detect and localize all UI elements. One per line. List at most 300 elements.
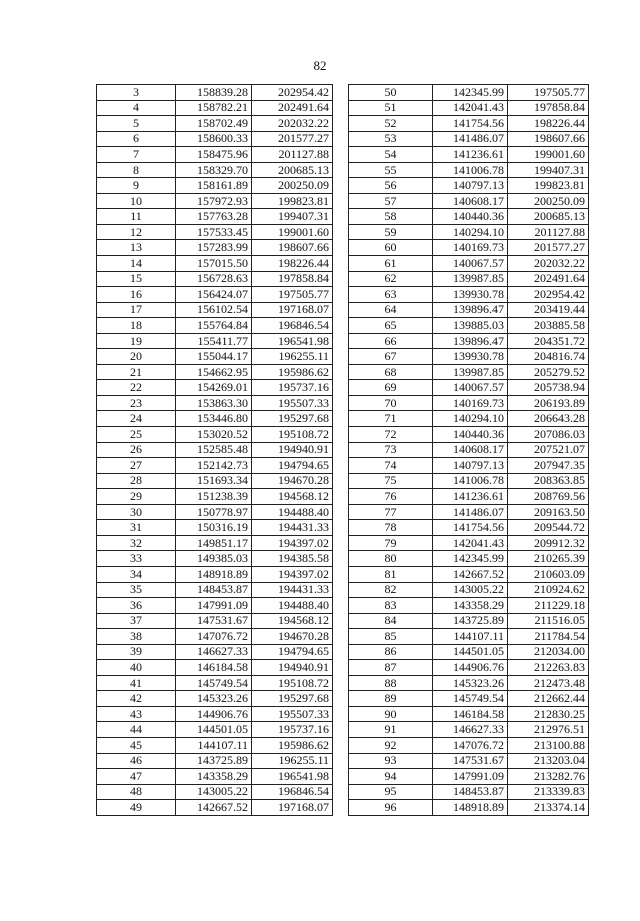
point-number-cell: 23 bbox=[97, 395, 176, 411]
x-coordinate-cell: 156424.07 bbox=[176, 287, 252, 303]
point-number-cell: 48 bbox=[97, 784, 176, 800]
x-coordinate-cell: 140294.10 bbox=[433, 411, 508, 427]
y-coordinate-cell: 212976.51 bbox=[508, 722, 589, 738]
table-row bbox=[349, 271, 589, 287]
table-row bbox=[97, 364, 333, 380]
point-number-cell: 38 bbox=[97, 629, 176, 645]
point-number-cell: 63 bbox=[349, 287, 433, 303]
y-coordinate-cell: 195986.62 bbox=[252, 364, 333, 380]
point-number-cell: 68 bbox=[349, 364, 433, 380]
point-number-cell: 59 bbox=[349, 224, 433, 240]
x-coordinate-cell: 139930.78 bbox=[433, 287, 508, 303]
point-number-cell: 84 bbox=[349, 613, 433, 629]
table-row bbox=[97, 753, 333, 769]
x-coordinate-cell: 158329.70 bbox=[176, 162, 252, 178]
y-coordinate-cell: 212034.00 bbox=[508, 644, 589, 660]
point-number-cell: 53 bbox=[349, 131, 433, 147]
point-number-cell: 35 bbox=[97, 582, 176, 598]
x-coordinate-cell: 141236.61 bbox=[433, 147, 508, 163]
point-number-cell: 93 bbox=[349, 753, 433, 769]
x-coordinate-cell: 149851.17 bbox=[176, 535, 252, 551]
table-row bbox=[349, 224, 589, 240]
y-coordinate-cell: 194940.91 bbox=[252, 442, 333, 458]
y-coordinate-cell: 199001.60 bbox=[252, 224, 333, 240]
x-coordinate-cell: 142345.99 bbox=[433, 551, 508, 567]
y-coordinate-cell: 202032.22 bbox=[252, 116, 333, 132]
x-coordinate-cell: 148453.87 bbox=[176, 582, 252, 598]
table-row bbox=[349, 629, 589, 645]
point-number-cell: 10 bbox=[97, 193, 176, 209]
y-coordinate-cell: 199407.31 bbox=[252, 209, 333, 225]
table-row bbox=[349, 644, 589, 660]
x-coordinate-cell: 145749.54 bbox=[433, 691, 508, 707]
point-number-cell: 27 bbox=[97, 458, 176, 474]
x-coordinate-cell: 139896.47 bbox=[433, 333, 508, 349]
y-coordinate-cell: 194431.33 bbox=[252, 582, 333, 598]
table-row bbox=[97, 598, 333, 614]
y-coordinate-cell: 194568.12 bbox=[252, 613, 333, 629]
point-number-cell: 17 bbox=[97, 302, 176, 318]
x-coordinate-cell: 150778.97 bbox=[176, 504, 252, 520]
y-coordinate-cell: 209163.50 bbox=[508, 504, 589, 520]
table-row bbox=[349, 504, 589, 520]
table-row bbox=[97, 706, 333, 722]
table-row bbox=[97, 271, 333, 287]
x-coordinate-cell: 147531.67 bbox=[176, 613, 252, 629]
y-coordinate-cell: 198226.44 bbox=[252, 256, 333, 272]
x-coordinate-cell: 156102.54 bbox=[176, 302, 252, 318]
point-number-cell: 50 bbox=[349, 85, 433, 101]
x-coordinate-cell: 141754.56 bbox=[433, 520, 508, 536]
y-coordinate-cell: 196255.11 bbox=[252, 349, 333, 365]
point-number-cell: 40 bbox=[97, 660, 176, 676]
y-coordinate-cell: 194488.40 bbox=[252, 598, 333, 614]
table-row bbox=[97, 473, 333, 489]
x-coordinate-cell: 144501.05 bbox=[176, 722, 252, 738]
y-coordinate-cell: 204816.74 bbox=[508, 349, 589, 365]
point-number-cell: 5 bbox=[97, 116, 176, 132]
table-row bbox=[97, 209, 333, 225]
y-coordinate-cell: 197505.77 bbox=[508, 85, 589, 101]
y-coordinate-cell: 212473.48 bbox=[508, 675, 589, 691]
point-number-cell: 91 bbox=[349, 722, 433, 738]
point-number-cell: 92 bbox=[349, 737, 433, 753]
y-coordinate-cell: 199407.31 bbox=[508, 162, 589, 178]
table-row bbox=[97, 613, 333, 629]
y-coordinate-cell: 202032.22 bbox=[508, 256, 589, 272]
table-row bbox=[349, 302, 589, 318]
point-number-cell: 3 bbox=[97, 85, 176, 101]
y-coordinate-cell: 198226.44 bbox=[508, 116, 589, 132]
x-coordinate-cell: 154662.95 bbox=[176, 364, 252, 380]
point-number-cell: 51 bbox=[349, 100, 433, 116]
coordinates-table-left bbox=[96, 84, 333, 816]
table-row bbox=[97, 162, 333, 178]
x-coordinate-cell: 142041.43 bbox=[433, 535, 508, 551]
table-row bbox=[349, 116, 589, 132]
y-coordinate-cell: 213339.83 bbox=[508, 784, 589, 800]
x-coordinate-cell: 140797.13 bbox=[433, 458, 508, 474]
table-row bbox=[97, 629, 333, 645]
x-coordinate-cell: 148918.89 bbox=[433, 800, 508, 816]
point-number-cell: 89 bbox=[349, 691, 433, 707]
x-coordinate-cell: 144501.05 bbox=[433, 644, 508, 660]
y-coordinate-cell: 211784.54 bbox=[508, 629, 589, 645]
y-coordinate-cell: 194385.58 bbox=[252, 551, 333, 567]
point-number-cell: 88 bbox=[349, 675, 433, 691]
x-coordinate-cell: 147076.72 bbox=[433, 737, 508, 753]
y-coordinate-cell: 202491.64 bbox=[508, 271, 589, 287]
x-coordinate-cell: 140797.13 bbox=[433, 178, 508, 194]
y-coordinate-cell: 203419.44 bbox=[508, 302, 589, 318]
point-number-cell: 76 bbox=[349, 489, 433, 505]
table-row bbox=[349, 706, 589, 722]
table-row bbox=[349, 582, 589, 598]
point-number-cell: 32 bbox=[97, 535, 176, 551]
x-coordinate-cell: 141754.56 bbox=[433, 116, 508, 132]
y-coordinate-cell: 210603.09 bbox=[508, 566, 589, 582]
table-row bbox=[349, 85, 589, 101]
y-coordinate-cell: 209544.72 bbox=[508, 520, 589, 536]
y-coordinate-cell: 194670.28 bbox=[252, 473, 333, 489]
y-coordinate-cell: 200685.13 bbox=[508, 209, 589, 225]
y-coordinate-cell: 202954.42 bbox=[252, 85, 333, 101]
x-coordinate-cell: 140169.73 bbox=[433, 395, 508, 411]
x-coordinate-cell: 146627.33 bbox=[433, 722, 508, 738]
y-coordinate-cell: 196846.54 bbox=[252, 318, 333, 334]
table-row bbox=[97, 147, 333, 163]
table-row bbox=[97, 100, 333, 116]
y-coordinate-cell: 201127.88 bbox=[252, 147, 333, 163]
y-coordinate-cell: 205738.94 bbox=[508, 380, 589, 396]
y-coordinate-cell: 198607.66 bbox=[252, 240, 333, 256]
point-number-cell: 65 bbox=[349, 318, 433, 334]
table-row bbox=[349, 209, 589, 225]
y-coordinate-cell: 201577.27 bbox=[508, 240, 589, 256]
y-coordinate-cell: 196846.54 bbox=[252, 784, 333, 800]
table-row bbox=[97, 691, 333, 707]
y-coordinate-cell: 194397.02 bbox=[252, 566, 333, 582]
table-row bbox=[97, 489, 333, 505]
table-row bbox=[349, 395, 589, 411]
point-number-cell: 34 bbox=[97, 566, 176, 582]
point-number-cell: 78 bbox=[349, 520, 433, 536]
table-row bbox=[97, 411, 333, 427]
x-coordinate-cell: 140440.36 bbox=[433, 427, 508, 443]
x-coordinate-cell: 140169.73 bbox=[433, 240, 508, 256]
point-number-cell: 82 bbox=[349, 582, 433, 598]
point-number-cell: 16 bbox=[97, 287, 176, 303]
x-coordinate-cell: 144906.76 bbox=[433, 660, 508, 676]
y-coordinate-cell: 196541.98 bbox=[252, 769, 333, 785]
x-coordinate-cell: 141486.07 bbox=[433, 504, 508, 520]
table-row bbox=[97, 784, 333, 800]
point-number-cell: 20 bbox=[97, 349, 176, 365]
x-coordinate-cell: 158475.96 bbox=[176, 147, 252, 163]
point-number-cell: 70 bbox=[349, 395, 433, 411]
y-coordinate-cell: 201127.88 bbox=[508, 224, 589, 240]
point-number-cell: 12 bbox=[97, 224, 176, 240]
x-coordinate-cell: 157533.45 bbox=[176, 224, 252, 240]
x-coordinate-cell: 142041.43 bbox=[433, 100, 508, 116]
y-coordinate-cell: 197168.07 bbox=[252, 800, 333, 816]
table-row bbox=[349, 178, 589, 194]
point-number-cell: 44 bbox=[97, 722, 176, 738]
x-coordinate-cell: 141486.07 bbox=[433, 131, 508, 147]
point-number-cell: 95 bbox=[349, 784, 433, 800]
point-number-cell: 29 bbox=[97, 489, 176, 505]
table-row bbox=[349, 318, 589, 334]
table-row bbox=[97, 302, 333, 318]
point-number-cell: 73 bbox=[349, 442, 433, 458]
point-number-cell: 77 bbox=[349, 504, 433, 520]
y-coordinate-cell: 205279.52 bbox=[508, 364, 589, 380]
x-coordinate-cell: 140067.57 bbox=[433, 256, 508, 272]
table-row bbox=[349, 660, 589, 676]
x-coordinate-cell: 146184.58 bbox=[433, 706, 508, 722]
table-row bbox=[349, 551, 589, 567]
x-coordinate-cell: 142667.52 bbox=[433, 566, 508, 582]
table-row bbox=[97, 287, 333, 303]
x-coordinate-cell: 140067.57 bbox=[433, 380, 508, 396]
table-row bbox=[349, 458, 589, 474]
x-coordinate-cell: 139896.47 bbox=[433, 302, 508, 318]
table-row bbox=[97, 442, 333, 458]
point-number-cell: 22 bbox=[97, 380, 176, 396]
coordinates-table-right-body bbox=[349, 85, 589, 816]
coordinates-table-left-body bbox=[97, 85, 333, 816]
point-number-cell: 52 bbox=[349, 116, 433, 132]
point-number-cell: 8 bbox=[97, 162, 176, 178]
point-number-cell: 96 bbox=[349, 800, 433, 816]
y-coordinate-cell: 199823.81 bbox=[508, 178, 589, 194]
table-row bbox=[349, 147, 589, 163]
x-coordinate-cell: 158161.89 bbox=[176, 178, 252, 194]
point-number-cell: 75 bbox=[349, 473, 433, 489]
x-coordinate-cell: 141236.61 bbox=[433, 489, 508, 505]
x-coordinate-cell: 158702.49 bbox=[176, 116, 252, 132]
x-coordinate-cell: 153020.52 bbox=[176, 427, 252, 443]
y-coordinate-cell: 194670.28 bbox=[252, 629, 333, 645]
x-coordinate-cell: 154269.01 bbox=[176, 380, 252, 396]
x-coordinate-cell: 151693.34 bbox=[176, 473, 252, 489]
x-coordinate-cell: 139987.85 bbox=[433, 364, 508, 380]
table-row bbox=[97, 178, 333, 194]
table-row bbox=[97, 380, 333, 396]
y-coordinate-cell: 197858.84 bbox=[508, 100, 589, 116]
point-number-cell: 11 bbox=[97, 209, 176, 225]
x-coordinate-cell: 139885.03 bbox=[433, 318, 508, 334]
y-coordinate-cell: 194488.40 bbox=[252, 504, 333, 520]
y-coordinate-cell: 208363.85 bbox=[508, 473, 589, 489]
x-coordinate-cell: 158600.33 bbox=[176, 131, 252, 147]
point-number-cell: 71 bbox=[349, 411, 433, 427]
table-row bbox=[97, 240, 333, 256]
point-number-cell: 90 bbox=[349, 706, 433, 722]
point-number-cell: 24 bbox=[97, 411, 176, 427]
coordinates-table-right bbox=[348, 84, 589, 816]
point-number-cell: 4 bbox=[97, 100, 176, 116]
point-number-cell: 54 bbox=[349, 147, 433, 163]
y-coordinate-cell: 213374.14 bbox=[508, 800, 589, 816]
table-row bbox=[97, 131, 333, 147]
y-coordinate-cell: 210265.39 bbox=[508, 551, 589, 567]
point-number-cell: 58 bbox=[349, 209, 433, 225]
x-coordinate-cell: 141006.78 bbox=[433, 473, 508, 489]
x-coordinate-cell: 151238.39 bbox=[176, 489, 252, 505]
y-coordinate-cell: 207947.35 bbox=[508, 458, 589, 474]
x-coordinate-cell: 153863.30 bbox=[176, 395, 252, 411]
y-coordinate-cell: 195108.72 bbox=[252, 427, 333, 443]
point-number-cell: 83 bbox=[349, 598, 433, 614]
y-coordinate-cell: 194940.91 bbox=[252, 660, 333, 676]
x-coordinate-cell: 146627.33 bbox=[176, 644, 252, 660]
table-row bbox=[349, 442, 589, 458]
table-row bbox=[97, 520, 333, 536]
table-row bbox=[97, 256, 333, 272]
x-coordinate-cell: 143358.29 bbox=[176, 769, 252, 785]
y-coordinate-cell: 199001.60 bbox=[508, 147, 589, 163]
point-number-cell: 56 bbox=[349, 178, 433, 194]
table-row bbox=[349, 256, 589, 272]
table-row bbox=[97, 737, 333, 753]
x-coordinate-cell: 145749.54 bbox=[176, 675, 252, 691]
x-coordinate-cell: 145323.26 bbox=[433, 675, 508, 691]
y-coordinate-cell: 197858.84 bbox=[252, 271, 333, 287]
x-coordinate-cell: 146184.58 bbox=[176, 660, 252, 676]
table-row bbox=[349, 473, 589, 489]
y-coordinate-cell: 213203.04 bbox=[508, 753, 589, 769]
y-coordinate-cell: 200250.09 bbox=[252, 178, 333, 194]
table-row bbox=[97, 504, 333, 520]
point-number-cell: 85 bbox=[349, 629, 433, 645]
y-coordinate-cell: 194568.12 bbox=[252, 489, 333, 505]
table-row bbox=[97, 349, 333, 365]
point-number-cell: 41 bbox=[97, 675, 176, 691]
table-row bbox=[349, 598, 589, 614]
table-row bbox=[349, 380, 589, 396]
point-number-cell: 43 bbox=[97, 706, 176, 722]
y-coordinate-cell: 199823.81 bbox=[252, 193, 333, 209]
y-coordinate-cell: 213282.76 bbox=[508, 769, 589, 785]
table-row bbox=[97, 427, 333, 443]
table-row bbox=[97, 458, 333, 474]
y-coordinate-cell: 195737.16 bbox=[252, 380, 333, 396]
table-row bbox=[97, 800, 333, 816]
y-coordinate-cell: 206193.89 bbox=[508, 395, 589, 411]
x-coordinate-cell: 139930.78 bbox=[433, 349, 508, 365]
table-row bbox=[349, 333, 589, 349]
point-number-cell: 42 bbox=[97, 691, 176, 707]
y-coordinate-cell: 211516.05 bbox=[508, 613, 589, 629]
table-row bbox=[349, 162, 589, 178]
x-coordinate-cell: 143725.89 bbox=[176, 753, 252, 769]
table-row bbox=[349, 520, 589, 536]
x-coordinate-cell: 155044.17 bbox=[176, 349, 252, 365]
y-coordinate-cell: 195297.68 bbox=[252, 411, 333, 427]
table-row bbox=[349, 240, 589, 256]
y-coordinate-cell: 202954.42 bbox=[508, 287, 589, 303]
x-coordinate-cell: 147076.72 bbox=[176, 629, 252, 645]
y-coordinate-cell: 212263.83 bbox=[508, 660, 589, 676]
table-row bbox=[97, 582, 333, 598]
point-number-cell: 94 bbox=[349, 769, 433, 785]
x-coordinate-cell: 143005.22 bbox=[433, 582, 508, 598]
y-coordinate-cell: 195108.72 bbox=[252, 675, 333, 691]
table-row bbox=[349, 131, 589, 147]
table-row bbox=[97, 566, 333, 582]
x-coordinate-cell: 139987.85 bbox=[433, 271, 508, 287]
point-number-cell: 39 bbox=[97, 644, 176, 660]
y-coordinate-cell: 196255.11 bbox=[252, 753, 333, 769]
x-coordinate-cell: 147531.67 bbox=[433, 753, 508, 769]
y-coordinate-cell: 195297.68 bbox=[252, 691, 333, 707]
table-row bbox=[97, 193, 333, 209]
x-coordinate-cell: 143725.89 bbox=[433, 613, 508, 629]
y-coordinate-cell: 197505.77 bbox=[252, 287, 333, 303]
x-coordinate-cell: 157972.93 bbox=[176, 193, 252, 209]
point-number-cell: 67 bbox=[349, 349, 433, 365]
x-coordinate-cell: 140294.10 bbox=[433, 224, 508, 240]
table-row bbox=[97, 333, 333, 349]
table-row bbox=[349, 784, 589, 800]
x-coordinate-cell: 140608.17 bbox=[433, 193, 508, 209]
point-number-cell: 30 bbox=[97, 504, 176, 520]
y-coordinate-cell: 195986.62 bbox=[252, 737, 333, 753]
table-row bbox=[97, 722, 333, 738]
point-number-cell: 57 bbox=[349, 193, 433, 209]
table-row bbox=[97, 318, 333, 334]
table-row bbox=[349, 566, 589, 582]
point-number-cell: 14 bbox=[97, 256, 176, 272]
table-row bbox=[349, 753, 589, 769]
x-coordinate-cell: 145323.26 bbox=[176, 691, 252, 707]
point-number-cell: 33 bbox=[97, 551, 176, 567]
y-coordinate-cell: 195507.33 bbox=[252, 395, 333, 411]
table-row bbox=[97, 675, 333, 691]
table-row bbox=[349, 722, 589, 738]
y-coordinate-cell: 211229.18 bbox=[508, 598, 589, 614]
table-row bbox=[97, 224, 333, 240]
table-row bbox=[349, 427, 589, 443]
x-coordinate-cell: 143358.29 bbox=[433, 598, 508, 614]
y-coordinate-cell: 195737.16 bbox=[252, 722, 333, 738]
y-coordinate-cell: 209912.32 bbox=[508, 535, 589, 551]
table-row bbox=[349, 800, 589, 816]
x-coordinate-cell: 150316.19 bbox=[176, 520, 252, 536]
point-number-cell: 37 bbox=[97, 613, 176, 629]
point-number-cell: 25 bbox=[97, 427, 176, 443]
x-coordinate-cell: 153446.80 bbox=[176, 411, 252, 427]
x-coordinate-cell: 157763.28 bbox=[176, 209, 252, 225]
table-row bbox=[349, 364, 589, 380]
y-coordinate-cell: 200685.13 bbox=[252, 162, 333, 178]
point-number-cell: 62 bbox=[349, 271, 433, 287]
y-coordinate-cell: 195507.33 bbox=[252, 706, 333, 722]
x-coordinate-cell: 152142.73 bbox=[176, 458, 252, 474]
table-row bbox=[349, 489, 589, 505]
y-coordinate-cell: 194794.65 bbox=[252, 644, 333, 660]
point-number-cell: 86 bbox=[349, 644, 433, 660]
point-number-cell: 19 bbox=[97, 333, 176, 349]
y-coordinate-cell: 210924.62 bbox=[508, 582, 589, 598]
point-number-cell: 7 bbox=[97, 147, 176, 163]
table-row bbox=[349, 193, 589, 209]
y-coordinate-cell: 212830.25 bbox=[508, 706, 589, 722]
table-row bbox=[97, 395, 333, 411]
table-row bbox=[349, 535, 589, 551]
point-number-cell: 28 bbox=[97, 473, 176, 489]
